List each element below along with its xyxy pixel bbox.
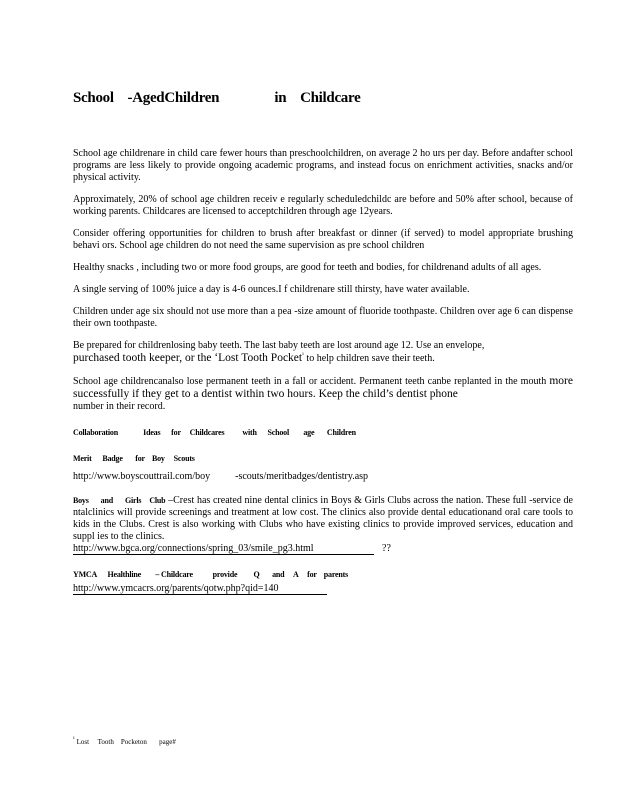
merit-badge-section — [73, 453, 573, 483]
boys-girls-club-text: –Crest has created nine dental clinics in Boys & Girls Clubs across the nation. These full -service de ntalclinics will provide screenings and treatment at low cost. The clinics also provide dental educationand oral care tools to kids in the Clubs. Crest is also working with Clubs who have existing clinics to provide improved services, education and suppl ies to the clinics. — [73, 495, 573, 542]
paragraph-approximately: Approximately, 20% of school age children receiv e regularly scheduledchildc are before and 50% after school, because of working parents. Childcares are licensed to acceptchildren through age 12years. — [73, 194, 573, 217]
ymca-heading: YMCA Healthline – Childcare provide Q and A for parents — [73, 570, 349, 579]
page-title: School -AgedChildren in Childcare — [73, 90, 361, 106]
boys-girls-club-trail: ?? — [382, 543, 391, 554]
footnote — [73, 738, 176, 746]
permanent-teeth-text-3: number in their record. — [73, 401, 166, 412]
document-body — [73, 148, 573, 607]
boys-girls-club-heading: Boys and Girls Club — [73, 496, 166, 505]
collaboration-heading: Collaboration Ideas for Childcares with School age Children — [73, 428, 356, 437]
paragraph-losing-teeth — [73, 340, 573, 365]
merit-badge-link[interactable]: http://www.boyscouttrail.com/boy -scouts/meritbadges/dentistry.asp — [73, 471, 369, 482]
losing-teeth-text-3: to help children save their teeth. — [303, 353, 435, 364]
footnote-ref: ¹ — [302, 352, 304, 359]
paragraph-healthy-snacks: Healthy snacks , including two or more food groups, are good for teeth and bodies, for childrenand adults of all ages. — [73, 262, 542, 273]
paragraph-toothpaste: Children under age six should not use more than a pea -size amount of fluoride toothpaste. Children over age 6 can dispense their own toothpaste. — [73, 306, 573, 329]
paragraph-permanent-teeth — [73, 375, 573, 413]
losing-teeth-text-1: Be prepared for childrenlosing baby teeth. The last baby teeth are lost around age 12. Use an envelope, — [73, 340, 485, 351]
ymca-section — [73, 569, 573, 595]
permanent-teeth-text-1: School age childrencanalso lose permanent teeth in a fall or accident. Permanent teeth canbe replanted in the mouth — [73, 376, 550, 387]
paragraph-school-age-hours: School age childrenare in child care fewer hours than preschoolchildren, on average 2 ho urs per day. Before andafter school programs are less likely to provide ongoing academic programs, and instead focus on enrichment activities, snacks and/or physical activity. — [73, 148, 573, 183]
paragraph-juice: A single serving of 100% juice a day is 4-6 ounces.I f childrenare still thirsty, have water available. — [73, 284, 470, 295]
paragraph-brushing: Consider offering opportunities for children to brush after breakfast or dinner (if served) to model appropriate brushing behavi ors. School age children do not need the same supervision as pre school children — [73, 228, 573, 251]
losing-teeth-text-2: purchased tooth keeper, or the ‘Lost Tooth Pocket — [73, 352, 303, 364]
boys-girls-club-link[interactable]: http://www.bgca.org/connections/spring_03/smile_pg3.html — [73, 543, 374, 555]
merit-badge-heading: Merit Badge for Boy Scouts — [73, 454, 195, 463]
footnote-marker: ¹ — [73, 736, 75, 743]
boys-girls-club-section — [73, 495, 573, 555]
footnote-text: Lost Tooth Pocketon page# — [74, 738, 176, 746]
ymca-link[interactable]: http://www.ymcacrs.org/parents/qotw.php?qid=140 — [73, 583, 327, 595]
permanent-teeth-text-2: more successfully if they get to a dentist within two hours. Keep the child’s dentist phone — [73, 375, 573, 400]
